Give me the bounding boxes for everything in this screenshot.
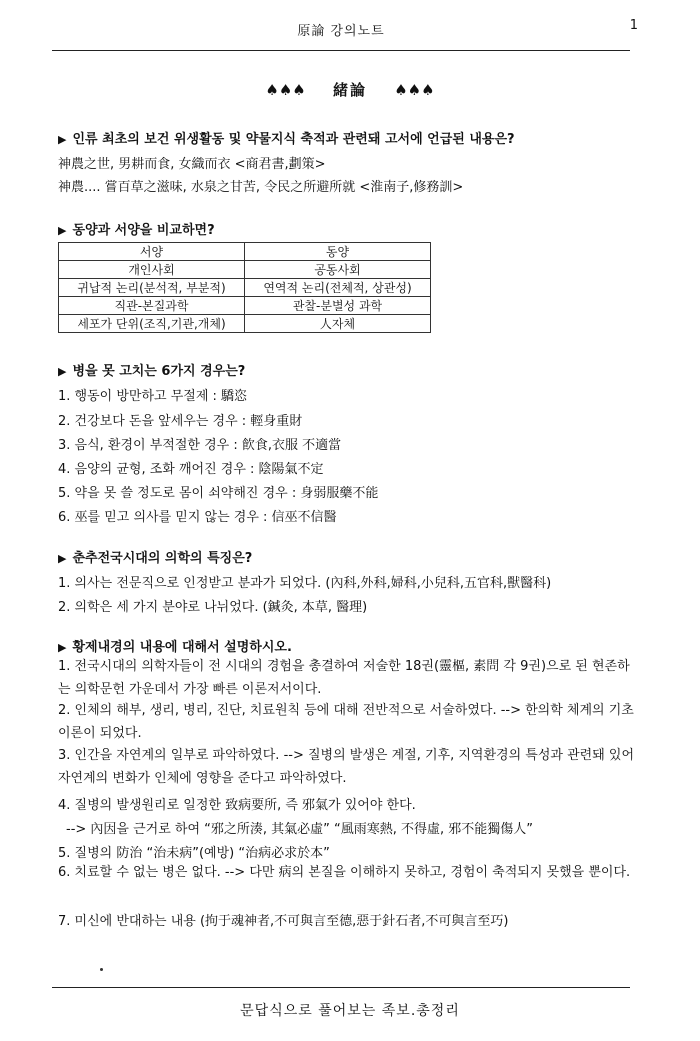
question-heading: ▶ 동양과 서양을 비교하면? (58, 223, 215, 238)
table-cell: 세포가 단위(조직,기관,개체) (59, 315, 245, 333)
spades-left: ♠♠♠ (265, 81, 306, 99)
question-heading: ▶ 인류 최초의 보건 위생활동 및 약물지식 축적과 관련돼 고서에 언급된 내용은? (58, 132, 515, 147)
triangle-bullet-icon: ▶ (58, 641, 67, 654)
table-header-west: 서양 (59, 243, 245, 261)
list-item: 5. 질병의 防治 “治未病”(예방) “治病必求於本” (58, 846, 330, 861)
stray-mark (100, 968, 103, 971)
title-text: 緒論 (332, 81, 367, 99)
table-cell: 연역적 논리(전체적, 상관성) (245, 279, 431, 297)
list-item: 4. 음양의 균형, 조화 깨어진 경우 : 陰陽氣不定 (58, 462, 324, 477)
triangle-bullet-icon: ▶ (58, 552, 67, 565)
table-cell: 관찰-분별성 과학 (245, 297, 431, 315)
triangle-bullet-icon: ▶ (58, 365, 67, 378)
list-item: --> 內因을 근거로 하여 “邪之所湊, 其氣必虛” “風雨寒熱, 不得虛, 邪不能獨傷人” (66, 822, 534, 837)
list-item: 2. 인체의 해부, 생리, 병리, 진단, 치료원칙 등에 대해 전반적으로 서술하였다. --> 한의학 체계의 기초이론이 되었다. (58, 703, 634, 741)
table-cell: 개인사회 (59, 261, 245, 279)
question-heading: ▶ 병을 못 고치는 6가지 경우는? (58, 364, 246, 379)
list-item: 6. 치료할 수 없는 병은 없다. --> 다만 病의 본질을 이해하지 못하고, 경험이 축적되지 못했을 뿐이다. (58, 865, 631, 880)
list-item: 1. 의사는 전문직으로 인정받고 분과가 되었다. (內科,外科,婦科,小兒科,五官科,獸醫科) (58, 576, 552, 591)
table-header-row (59, 243, 431, 261)
table-cell: 귀납적 논리(분석적, 부분적) (59, 279, 245, 297)
header-rule (52, 50, 630, 51)
list-item: 6. 巫를 믿고 의사를 믿지 않는 경우 : 信巫不信醫 (58, 510, 337, 525)
table-row (59, 261, 431, 279)
list-item: 1. 전국시대의 의학자들이 전 시대의 경험을 총결하여 저술한 18권(靈樞, 素問 각 9권)으로 된 현존하는 의학문헌 가운데서 가장 빠른 이론저서이다. (58, 659, 630, 697)
list-item: 7. 미신에 반대하는 내용 (拘于魂神者,不可與言至德,惡于針石者,不可與言至巧) (58, 914, 509, 929)
list-item: 4. 질병의 발생원리로 일정한 致病要所, 즉 邪氣가 있어야 한다. (58, 798, 416, 813)
triangle-bullet-icon: ▶ (58, 224, 67, 237)
table-row (59, 315, 431, 333)
list-item: 2. 의학은 세 가지 분야로 나뉘었다. (鍼灸, 本草, 醫理) (58, 600, 368, 615)
list-item: 3. 음식, 환경이 부적절한 경우 : 飮食,衣服 不適當 (58, 438, 342, 453)
list-item: 3. 인간을 자연계의 일부로 파악하였다. --> 질병의 발생은 계절, 기후, 지역환경의 특성과 관련돼 있어 자연계의 변화가 인체에 영향을 준다고 파악하였다. (58, 748, 634, 786)
table-header-east: 동양 (245, 243, 431, 261)
running-head: 原論 강의노트 (297, 24, 385, 39)
question-heading: ▶ 춘추전국시대의 의학의 특징은? (58, 551, 253, 566)
question-heading: ▶ 황제내경의 내용에 대해서 설명하시오. (58, 640, 292, 655)
table-cell: 직관-본질과학 (59, 297, 245, 315)
text-line: 神農.... 嘗百草之滋味, 水泉之甘苦, 令民之所避所就 <淮南子,修務訓> (58, 180, 464, 195)
table-cell: 공동사회 (245, 261, 431, 279)
list-item: 2. 건강보다 돈을 앞세우는 경우 : 輕身重財 (58, 414, 303, 429)
table-row (59, 297, 431, 315)
table-cell: 人자체 (245, 315, 431, 333)
text-line: 神農之世, 男耕而食, 女織而衣 <商君書,劃策> (58, 157, 326, 172)
table-row (59, 279, 431, 297)
footer-rule (52, 987, 630, 988)
spades-right: ♠♠♠ (394, 81, 435, 99)
page-number: 1 (629, 18, 638, 33)
list-item: 5. 약을 못 쓸 정도로 몸이 쇠약해진 경우 : 身弱服藥不能 (58, 486, 379, 501)
page-title (0, 79, 700, 100)
footer-text: 문답식으로 풀어보는 족보.총정리 (240, 1003, 460, 1019)
triangle-bullet-icon: ▶ (58, 133, 67, 146)
comparison-table (58, 242, 431, 333)
list-item: 1. 행동이 방만하고 무절제 : 驕恣 (58, 389, 248, 404)
